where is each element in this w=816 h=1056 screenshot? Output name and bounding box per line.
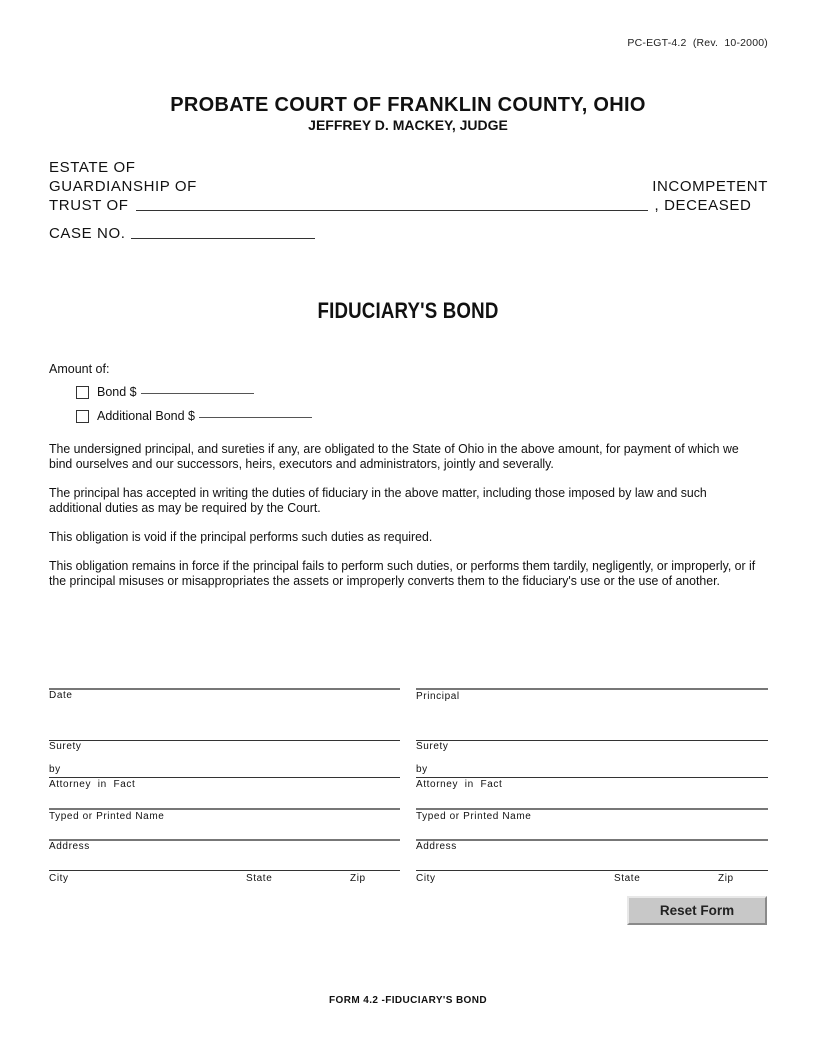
form-id: PC-EGT-4.2 (Rev. 10-2000) bbox=[627, 37, 768, 49]
right-attorney-line[interactable] bbox=[416, 777, 768, 778]
right-typed-name-label: Typed or Printed Name bbox=[416, 811, 532, 822]
bond-amount-field[interactable] bbox=[141, 392, 254, 394]
guardianship-of-label: GUARDIANSHIP OF bbox=[49, 178, 197, 195]
date-label: Date bbox=[49, 690, 73, 701]
left-state-label: State bbox=[246, 873, 273, 884]
right-typed-name-line[interactable] bbox=[416, 808, 768, 810]
left-zip-label: Zip bbox=[350, 873, 366, 884]
right-city-label: City bbox=[416, 873, 436, 884]
additional-bond-checkbox[interactable] bbox=[76, 410, 89, 423]
left-city-label: City bbox=[49, 873, 69, 884]
reset-form-button[interactable]: Reset Form bbox=[627, 896, 767, 925]
additional-bond-label: Additional Bond $ bbox=[97, 409, 195, 423]
additional-bond-option bbox=[76, 409, 312, 423]
date-line[interactable] bbox=[49, 688, 400, 690]
right-address-label: Address bbox=[416, 841, 457, 852]
obligation-paragraph: The undersigned principal, and sureties if any, are obligated to the State of Ohio in the above amount, for payment of which we bind ourselves and our successors, heirs, executors and administrators, jointly and severally. bbox=[49, 442, 739, 471]
left-address-label: Address bbox=[49, 841, 90, 852]
right-city-line[interactable] bbox=[416, 870, 768, 871]
right-state-label: State bbox=[614, 873, 641, 884]
left-surety-label: Surety bbox=[49, 741, 82, 752]
left-by-label: by bbox=[49, 764, 61, 775]
estate-of-label: ESTATE OF bbox=[49, 159, 136, 176]
case-no-row bbox=[49, 225, 315, 242]
case-no-label: CASE NO. bbox=[49, 225, 126, 242]
principal-label: Principal bbox=[416, 691, 460, 702]
right-surety-line[interactable] bbox=[416, 740, 768, 741]
right-surety-label: Surety bbox=[416, 741, 449, 752]
trust-of-label: TRUST OF bbox=[49, 197, 129, 214]
left-typed-name-line[interactable] bbox=[49, 808, 400, 810]
bond-checkbox[interactable] bbox=[76, 386, 89, 399]
in-force-paragraph: This obligation remains in force if the principal fails to perform such duties, or performs them tardily, negligently, or improperly, or if the principal misuses or misappropriates the assets or improperly converts them to the fiduciary's use or the use of another. bbox=[49, 559, 756, 588]
left-address-line[interactable] bbox=[49, 839, 400, 841]
form-footer: FORM 4.2 -FIDUCIARY'S BOND bbox=[329, 995, 487, 1006]
right-by-label: by bbox=[416, 764, 428, 775]
left-surety-line[interactable] bbox=[49, 740, 400, 741]
left-attorney-label: Attorney in Fact bbox=[49, 779, 136, 790]
void-paragraph: This obligation is void if the principal performs such duties as required. bbox=[49, 530, 433, 544]
principal-line[interactable] bbox=[416, 688, 768, 690]
right-zip-label: Zip bbox=[718, 873, 734, 884]
right-address-line[interactable] bbox=[416, 839, 768, 841]
left-city-line[interactable] bbox=[49, 870, 400, 871]
right-attorney-label: Attorney in Fact bbox=[416, 779, 503, 790]
amount-of-label: Amount of: bbox=[49, 362, 110, 376]
trust-of-field[interactable] bbox=[136, 209, 648, 211]
incompetent-label: INCOMPETENT bbox=[652, 178, 768, 195]
left-typed-name-label: Typed or Printed Name bbox=[49, 811, 165, 822]
court-title: PROBATE COURT OF FRANKLIN COUNTY, OHIO bbox=[170, 94, 646, 116]
trust-of-row bbox=[49, 197, 751, 214]
bond-option bbox=[76, 385, 254, 399]
document-title: FIDUCIARY'S BOND bbox=[317, 298, 499, 323]
additional-bond-amount-field[interactable] bbox=[199, 416, 312, 418]
judge-name: JEFFREY D. MACKEY, JUDGE bbox=[308, 117, 508, 133]
case-no-field[interactable] bbox=[131, 237, 315, 239]
bond-label: Bond $ bbox=[97, 385, 137, 399]
duties-paragraph: The principal has accepted in writing the duties of fiduciary in the above matter, including those imposed by law and such additional duties as may be required by the Court. bbox=[49, 486, 707, 515]
deceased-label: , DECEASED bbox=[654, 197, 752, 214]
left-attorney-line[interactable] bbox=[49, 777, 400, 778]
